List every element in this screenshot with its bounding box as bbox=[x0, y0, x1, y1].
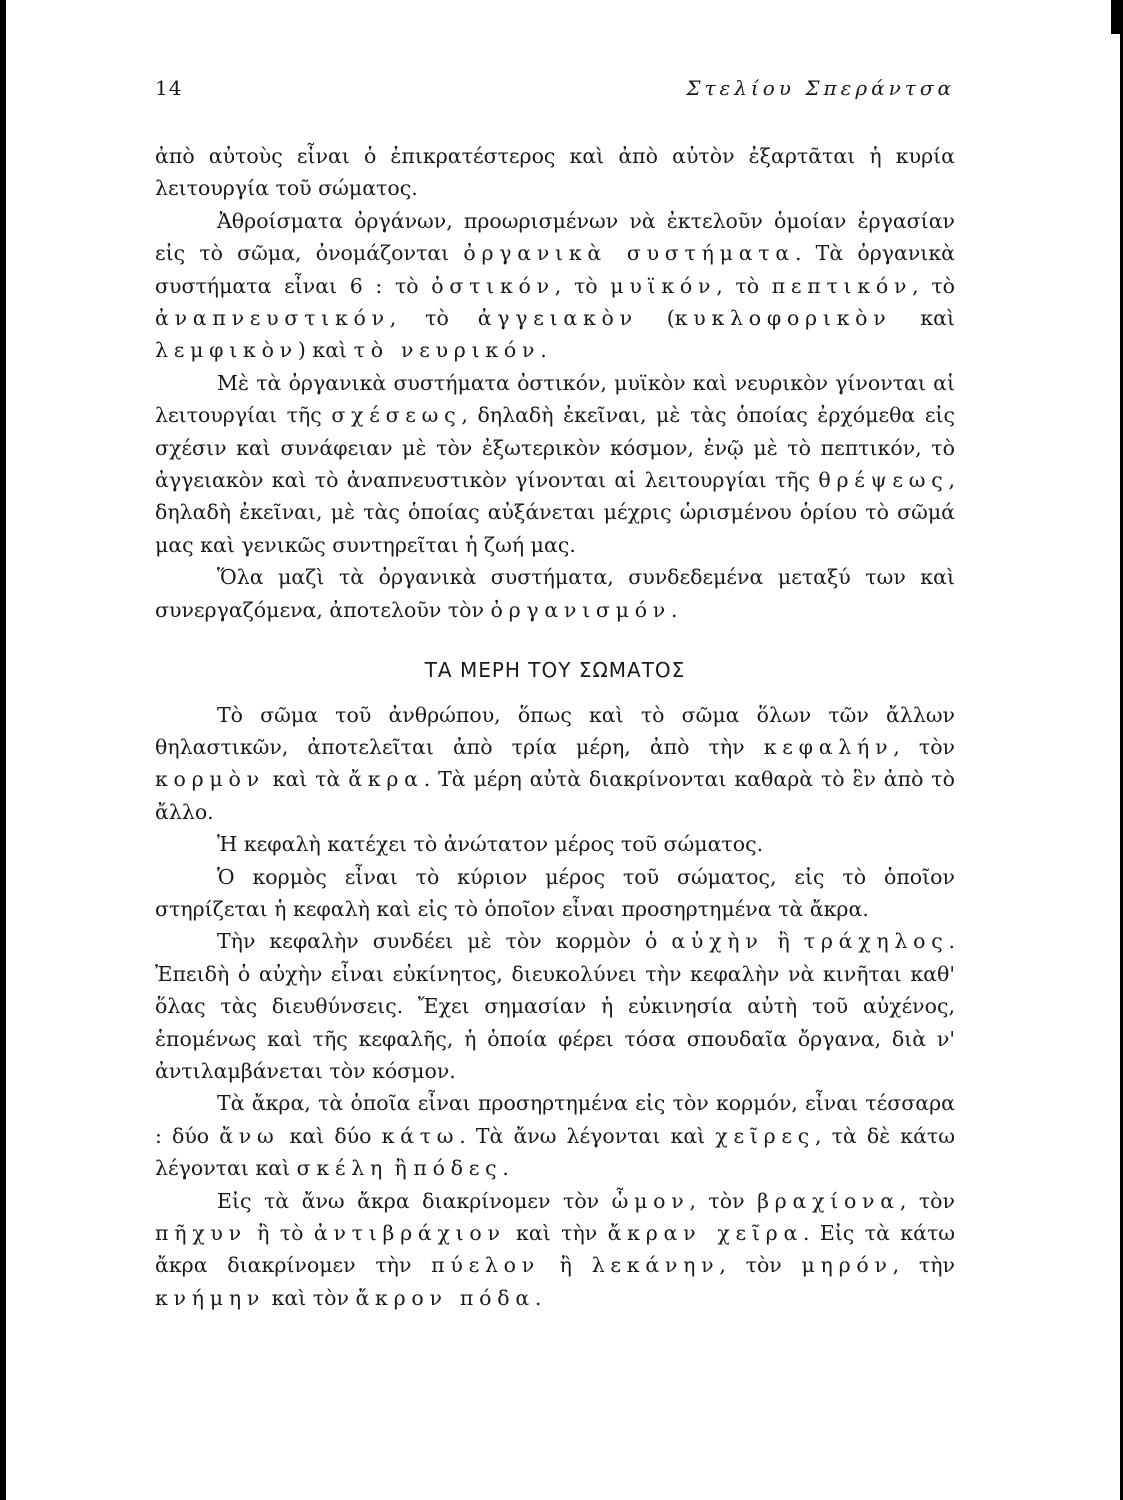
spaced-term: ὀστικόν bbox=[431, 273, 555, 298]
paragraph-8 bbox=[155, 925, 955, 1087]
spaced-term: κνήμην bbox=[155, 1285, 266, 1310]
spaced-term: κυκλοφορικὸν bbox=[674, 306, 892, 331]
spaced-term: πεπτικόν bbox=[771, 273, 913, 298]
text-run: Ὅλα μαζὶ τὰ ὀργανικὰ συστήματα, συνδεδεμένα μεταξύ των καὶ συνεργαζόμενα, ἀποτελοῦν τὸν bbox=[155, 565, 955, 622]
page-number: 14 bbox=[155, 76, 183, 100]
spaced-term: ὀργανισμόν bbox=[490, 597, 671, 622]
text-run: ἢ bbox=[388, 1156, 414, 1181]
spaced-term: ἄκρον πόδα bbox=[355, 1285, 535, 1310]
paragraph-4 bbox=[155, 561, 955, 626]
text-run: Ἀθροίσματα ὀργάνων, προωρισμένων νὰ ἐκτελοῦν ὁμοίαν ἐργασίαν εἰς τὸ σῶμα, ὀνομάζονται bbox=[155, 208, 955, 266]
page-body bbox=[155, 140, 955, 1314]
spaced-term: ὀργανικὰ συστήματα bbox=[463, 241, 795, 266]
text-run: καὶ τὸν bbox=[265, 1285, 356, 1310]
spaced-term: ἀγγειακὸν bbox=[477, 306, 638, 331]
spaced-term: ἄκραν χεῖρα bbox=[607, 1221, 804, 1245]
text-run: . Τὰ μέρη αὐτὰ διακρίνονται καθαρὰ τὸ ἓν ἀπὸ τὸ ἄλλο. bbox=[155, 767, 955, 824]
spaced-term: ἄνω bbox=[219, 1123, 280, 1148]
spaced-term: τράχηλος bbox=[803, 929, 949, 954]
spaced-term: ὦμον bbox=[611, 1188, 690, 1213]
spaced-term: πύελον bbox=[431, 1253, 540, 1278]
text-run: καὶ τὰ bbox=[264, 767, 349, 792]
scan-corner-mark bbox=[1111, 0, 1123, 34]
text-run: , τὸ bbox=[554, 273, 611, 298]
text-run: ἢ τὸ bbox=[246, 1221, 314, 1245]
text-run: ) καὶ bbox=[297, 338, 354, 363]
spaced-term: μηρόν bbox=[801, 1253, 893, 1278]
text-run: Ὁ κορμὸς εἶναι τὸ κύριον μέρος τοῦ σώματος, εἰς τὸ ὁποῖον στηρίζεται ἡ κεφαλὴ καὶ εἰς τὸ ὁποῖον εἶναι προσηρτημένα τὰ ἄκρα. bbox=[155, 864, 955, 921]
spaced-term: τὸ νευρικόν bbox=[353, 338, 541, 363]
paragraph-5 bbox=[155, 699, 955, 829]
text-run: ἀπὸ αὐτοὺς εἶναι ὁ ἐπικρατέστερος καὶ ἀπὸ αὐτὸν ἐξαρτᾶται ἡ κυρία λειτουργία τοῦ σώματος. bbox=[155, 144, 955, 201]
spaced-term: πόδες bbox=[413, 1156, 503, 1181]
spaced-term: μυϊκόν bbox=[610, 273, 717, 298]
text-run: Ἡ κεφαλὴ κατέχει τὸ ἀνώτατον μέρος τοῦ σώματος. bbox=[217, 832, 764, 857]
paragraph-9 bbox=[155, 1087, 955, 1184]
text-run: Τὰ ἄκρα, τὰ ὁποῖα εἶναι προσηρτημένα εἰς τὸν κορμόν, εἶναι τέσσαρα : δύο bbox=[155, 1091, 955, 1148]
text-run: , τὸν bbox=[689, 1188, 758, 1213]
spaced-term: βραχίονα bbox=[757, 1188, 900, 1213]
text-run: καὶ δύο bbox=[279, 1123, 382, 1148]
spaced-term: κορμὸν bbox=[155, 767, 265, 792]
spaced-term: χεῖρες bbox=[715, 1123, 815, 1148]
text-run: καὶ bbox=[891, 306, 956, 331]
page-header bbox=[155, 76, 955, 104]
spaced-term: λεμφικὸν bbox=[155, 338, 298, 363]
text-run: , τὸν bbox=[899, 1188, 955, 1213]
spaced-term: αὐχὴν bbox=[671, 929, 764, 954]
text-run: . Εἰς τὰ κάτω ἄκρα διακρίνομεν τὴν bbox=[155, 1221, 956, 1278]
paragraph-3 bbox=[155, 367, 955, 561]
spaced-term: λεκάνην bbox=[591, 1253, 720, 1278]
spaced-term: κεφαλήν bbox=[763, 734, 894, 759]
text-run: . Ἐπειδὴ ὁ αὐχὴν εἶναι εὐκίνητος, διευκολύνει τὴν κεφαλὴν νὰ κινῆται καθ' ὅλας τὰς διευθύνσεις. Ἔχει σημασίαν ἡ εὐκινησία αὐτὴ τοῦ αὐχένος, ἑπομένως καὶ τῆς κεφαλῆς, ἡ ὁποία φέρει τόσα σπουδαῖα ὄργανα, διὰ ν' ἀντιλαμβάνεται τὸν κόσμον. bbox=[155, 929, 955, 1083]
text-run: . Τὰ ὀργανικὰ συστήματα εἶναι 6 : τὸ bbox=[155, 241, 956, 298]
paragraph-2 bbox=[155, 205, 955, 367]
text-run: ἢ bbox=[539, 1253, 592, 1278]
text-run: , τὸ bbox=[912, 273, 956, 298]
spaced-term: ἄκρα bbox=[348, 767, 424, 792]
spaced-term: πῆχυν bbox=[155, 1221, 247, 1245]
text-run: , τὸν bbox=[893, 734, 956, 759]
spaced-term: κάτω bbox=[381, 1123, 460, 1148]
text-run: ἢ bbox=[763, 929, 804, 954]
section-title: ΤΑ ΜΕΡΗ ΤΟΥ ΣΩΜΑΤΟΣ bbox=[424, 658, 686, 683]
paragraph-1 bbox=[155, 140, 955, 205]
text-run: Τὸ σῶμα τοῦ ἀνθρώπου, ὅπως καὶ τὸ σῶμα ὅλων τῶν ἄλλων θηλαστικῶν, ἀποτελεῖται ἀπὸ τρία μέρη, ἀπὸ τὴν bbox=[155, 702, 955, 759]
text-run: . bbox=[540, 338, 547, 363]
text-run: Τὴν κεφαλὴν συνδέει μὲ τὸν κορμὸν ὁ bbox=[217, 929, 672, 954]
text-run: καὶ τὴν bbox=[505, 1221, 608, 1245]
paragraph-10 bbox=[155, 1185, 955, 1315]
running-head: Στελίου Σπεράντσα bbox=[686, 76, 955, 100]
text-run: Εἰς τὰ ἄνω ἄκρα διακρίνομεν τὸν bbox=[217, 1188, 612, 1213]
text-run: , δηλαδὴ ἐκεῖναι, μὲ τὰς ὁποίας ἐρχόμεθα εἰς σχέσιν καὶ συνάφειαν μὲ τὸν ἐξωτερικὸν κόσμον, ἐνῷ μὲ τὸ πεπτικόν, τὸ ἀγγειακὸν καὶ τὸ ἀναπνευστικὸν γίνονται αἱ λειτουργίαι τῆς bbox=[155, 403, 956, 493]
text-run: , τὸ bbox=[716, 273, 772, 298]
text-run: , τὰ δὲ κάτω λέγονται καὶ bbox=[155, 1123, 955, 1181]
text-run: . bbox=[502, 1156, 509, 1181]
spaced-term: σχέσεως bbox=[331, 403, 462, 428]
spaced-term: ἀντιβράχιον bbox=[313, 1221, 506, 1245]
text-run: Μὲ τὰ ὀργανικὰ συστήματα ὀστικόν, μυϊκὸν καὶ νευρικὸν γίνονται αἱ λειτουργίαι τῆς bbox=[155, 370, 955, 428]
text-run: , τὸν bbox=[719, 1253, 802, 1278]
paragraph-7 bbox=[155, 861, 955, 926]
spaced-term: ἀναπνευστικόν bbox=[155, 306, 390, 331]
text-run: . bbox=[534, 1285, 542, 1310]
scan-edge-left bbox=[0, 0, 6, 1500]
text-run: . Τὰ ἄνω λέγονται καὶ bbox=[459, 1123, 716, 1148]
text-run: ( bbox=[637, 306, 675, 331]
spaced-term: θρέψεως bbox=[818, 468, 949, 493]
text-run: , τὸ bbox=[389, 306, 478, 331]
text-run: , τὴν bbox=[892, 1253, 955, 1278]
text-run: . bbox=[671, 597, 678, 622]
spaced-term: σκέλη bbox=[296, 1156, 389, 1181]
text-run: , δηλαδὴ ἐκεῖναι, μὲ τὰς ὁποίας αὐξάνεται μέχρις ὡρισμένου ὁρίου τὸ σῶμά μας καὶ γενικῶς συντηρεῖται ἡ ζωή μας. bbox=[155, 468, 955, 557]
paragraph-6 bbox=[155, 828, 955, 860]
